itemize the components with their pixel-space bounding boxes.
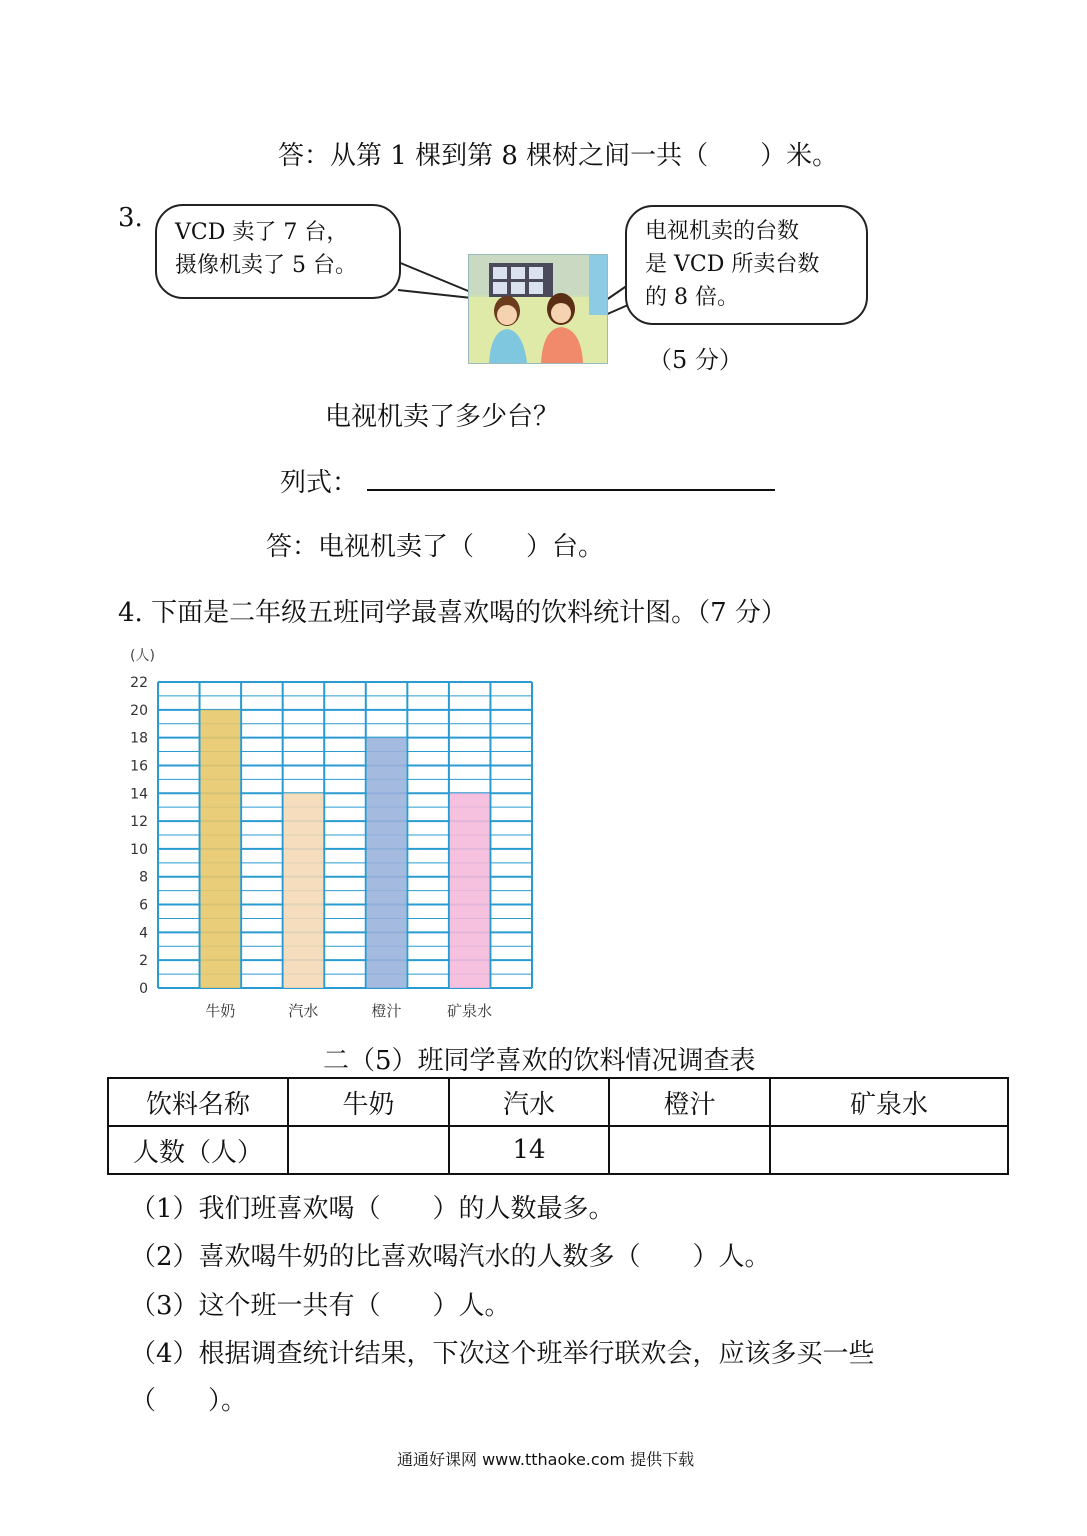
- y-tick-label: 18: [130, 730, 148, 747]
- shop-girls-illustration: [468, 254, 608, 364]
- table-row-label: 人数（人）: [108, 1126, 288, 1174]
- table-header-cell: 汽水: [449, 1078, 610, 1126]
- y-tick-label: 0: [139, 981, 148, 997]
- q4-sub4: （4）根据调查统计结果，下次这个班举行联欢会，应该多买一些: [130, 1339, 875, 1369]
- table-header-row: [108, 1078, 1008, 1126]
- q3-score: （5 分）: [648, 346, 743, 374]
- drink-bar-chart: [100, 640, 550, 1030]
- table-row: [108, 1126, 1008, 1174]
- x-tick-label: 矿泉水: [447, 1002, 493, 1020]
- bar-3: [450, 793, 490, 988]
- chart-x-category-labels: [205, 1002, 492, 1020]
- x-tick-label: 汽水: [288, 1002, 319, 1020]
- bar-2: [367, 738, 407, 988]
- q3-question: 电视机卖了多少台？: [325, 402, 560, 432]
- bubble-left-line2: 摄像机卖了 5 台。: [175, 253, 357, 278]
- bubble-right-line3: 的 8 倍。: [645, 285, 739, 310]
- table-cell-orange-juice[interactable]: [609, 1126, 770, 1174]
- bubble-right-line2: 是 VCD 所卖台数: [645, 252, 820, 277]
- q4-sub1: （1）我们班喜欢喝（ ）的人数最多。: [130, 1194, 615, 1224]
- y-tick-label: 8: [139, 869, 148, 886]
- x-tick-label: 橙汁: [371, 1002, 402, 1020]
- chart-y-axis-label: (人): [130, 648, 155, 664]
- bubble-left-line1: VCD 卖了 7 台，: [175, 220, 349, 245]
- table-cell-milk[interactable]: [288, 1126, 449, 1174]
- y-tick-label: 6: [139, 897, 148, 914]
- speech-bubble-right: [625, 205, 868, 325]
- x-tick-label: 牛奶: [205, 1002, 236, 1020]
- q4-sub2: （2）喜欢喝牛奶的比喜欢喝汽水的人数多（ ）人。: [130, 1242, 771, 1272]
- bar-1: [284, 793, 324, 988]
- y-tick-label: 2: [139, 953, 148, 970]
- y-tick-label: 22: [130, 675, 148, 691]
- bar-0: [201, 710, 241, 988]
- table-header-cell: 矿泉水: [770, 1078, 1008, 1126]
- chart-y-tick-labels: [130, 675, 148, 997]
- table-title: 二（5）班同学喜欢的饮料情况调查表: [323, 1046, 756, 1076]
- table-cell-soda: 14: [449, 1126, 610, 1174]
- y-tick-label: 20: [130, 702, 148, 719]
- table-cell-mineral-water[interactable]: [770, 1126, 1008, 1174]
- table-header-cell: 橙汁: [609, 1078, 770, 1126]
- table-header-cell: 饮料名称: [108, 1078, 288, 1126]
- footer-text: 通通好课网 www.tthaoke.com 提供下载: [397, 1450, 695, 1469]
- table-header-cell: 牛奶: [288, 1078, 449, 1126]
- q3-number: 3.: [118, 203, 143, 233]
- formula-answer-line[interactable]: [367, 489, 775, 491]
- q4-sub3: （3）这个班一共有（ ）人。: [130, 1291, 511, 1321]
- y-tick-label: 16: [130, 758, 148, 775]
- y-tick-label: 14: [130, 786, 148, 803]
- y-tick-label: 12: [130, 814, 148, 831]
- q4-sub4-blank: （ ）。: [130, 1386, 248, 1416]
- y-tick-label: 10: [130, 841, 148, 858]
- q3-answer: 答：电视机卖了（ ）台。: [266, 532, 605, 562]
- speech-bubble-left: [155, 204, 401, 299]
- q3-formula-label: 列式：: [280, 468, 359, 498]
- q2-answer: 答：从第 1 棵到第 8 棵树之间一共（ ）米。: [278, 141, 839, 171]
- y-tick-label: 4: [139, 925, 148, 942]
- survey-table: [107, 1077, 1009, 1175]
- q4-title: 4. 下面是二年级五班同学最喜欢喝的饮料统计图。（7 分）: [118, 598, 787, 628]
- bubble-right-line1: 电视机卖的台数: [645, 219, 800, 244]
